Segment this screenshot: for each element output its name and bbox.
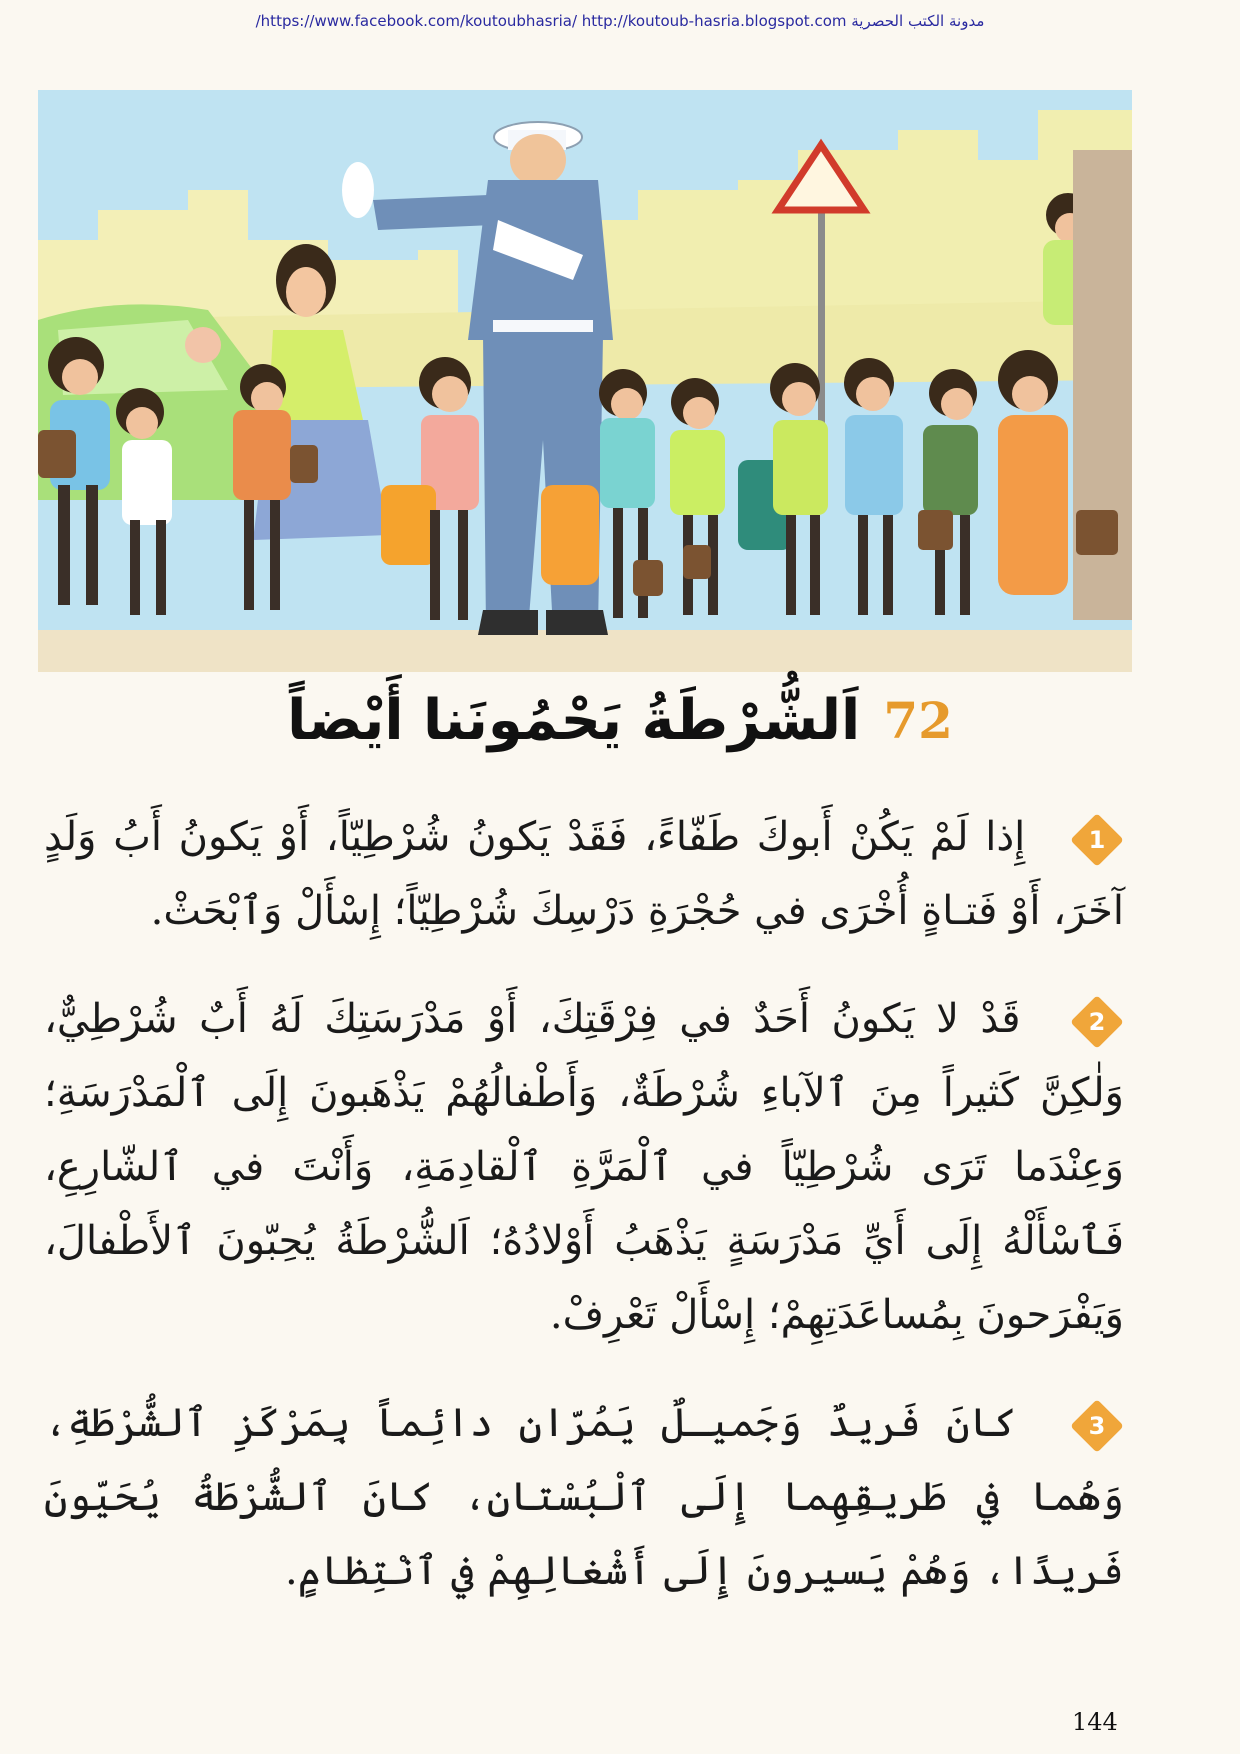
- lesson-number: 72: [883, 691, 953, 750]
- paragraph-badge-number: 3: [1088, 1412, 1106, 1440]
- paragraph-badge-3: [1070, 1399, 1124, 1453]
- paragraph-1: [44, 800, 1124, 948]
- lesson-body: [44, 800, 1124, 1642]
- paragraph-badge-number: 1: [1088, 826, 1106, 854]
- paragraph-badge-2: [1070, 995, 1124, 1049]
- paragraph-text: كانَ فَريدٌ وَجَميـلٌ يَمُرّانِ دائِماً بِمَرْكَزِ ٱلشُّرْطَةِ، وَهُما في طَريقِهِما إِلَى ٱلْبُسْتانِ، كانَ ٱلشُّرْطَةُ يُحَيّونَ فَريدًا، وَهُمْ يَسيرونَ إِلَى أَشْغالِهِمْ في ٱنْتِظامٍ.: [44, 1400, 1124, 1594]
- paragraph-3: [44, 1386, 1124, 1608]
- paragraph-badge-1: [1070, 813, 1124, 867]
- traffic-police-illustration: [38, 90, 1132, 672]
- paragraph-text: قَدْ لا يَكونُ أَحَدٌ في فِرْقَتِكَ، أَوْ مَدْرَسَتِكَ لَهُ أَبٌ شُرْطِيٌّ، وَلٰكِنَّ كَثيراً مِنَ ٱلآباءِ شُرْطَةٌ، وَأَطْفالُهُمْ يَذْهَبونَ إِلَى ٱلْمَدْرَسَةِ؛ وَعِنْدَما تَرَى شُرْطِيّاً في ٱلْمَرَّةِ ٱلْقادِمَةِ، وَأَنْتَ في ٱلشّارِعِ، فَٱسْأَلْهُ إِلَى أَيِّ مَدْرَسَةٍ يَذْهَبُ أَوْلادُهُ؛ اَلشُّرْطَةُ يُحِبّونَ ٱلأَطْفالَ، وَيَفْرَحونَ بِمُساعَدَتِهِمْ؛ إِسْأَلْ تَعْرِفْ.: [44, 996, 1124, 1338]
- paragraph-text: إِذا لَمْ يَكُنْ أَبوكَ طَفّاءً، فَقَدْ يَكونُ شُرْطِيّاً، أَوْ يَكونُ أَبُ وَلَدٍ آخَرَ، أَوْ فَتـاةٍ أُخْرَى في حُجْرَةِ دَرْسِكَ شُرْطِيّاً؛ إِسْأَلْ وَٱبْحَثْ.: [44, 814, 1124, 934]
- source-header[interactable]: /https://www.facebook.com/koutoubhasria/ http://koutoub-hasria.blogspot.com مدونة الكتب الحصرية: [255, 12, 985, 30]
- paragraph-badge-number: 2: [1088, 1008, 1106, 1036]
- lesson-heading: [0, 688, 1240, 753]
- lesson-title: اَلشُّرْطَةُ يَحْمُونَنا أَيْضاً: [287, 688, 861, 753]
- page-number: 144: [1072, 1708, 1118, 1736]
- paragraph-2: [44, 982, 1124, 1352]
